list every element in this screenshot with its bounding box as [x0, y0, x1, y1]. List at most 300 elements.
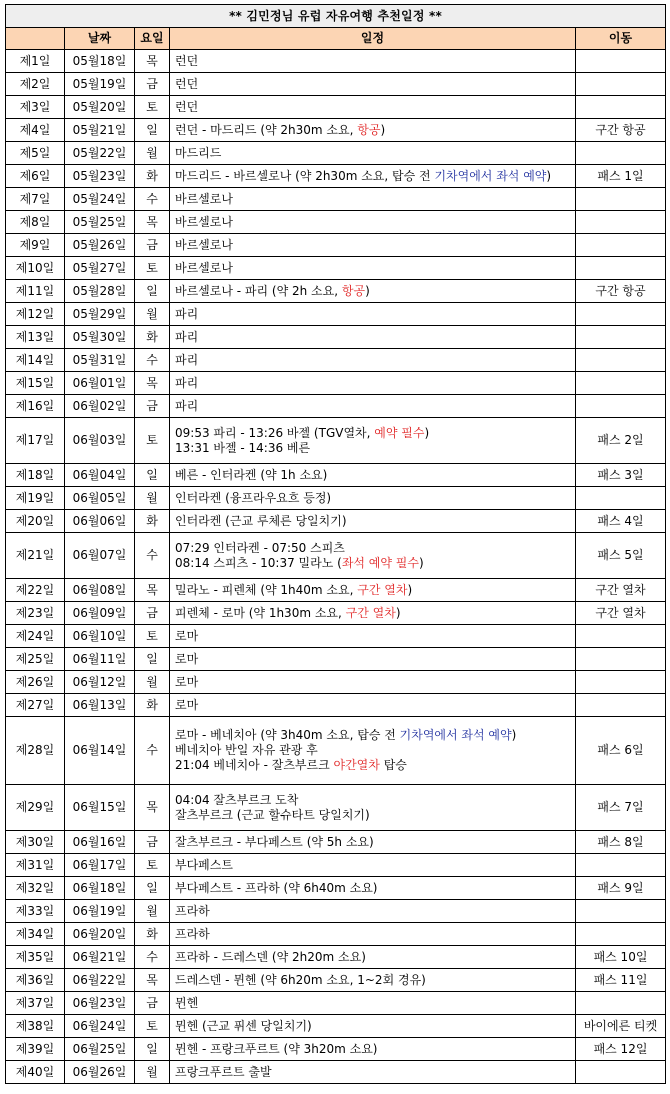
weekday-cell: 금: [135, 831, 170, 854]
date-cell: 06월19일: [65, 900, 135, 923]
itinerary-row: [6, 579, 666, 602]
schedule-cell: [170, 923, 576, 946]
schedule-line: [175, 793, 571, 808]
schedule-cell: [170, 464, 576, 487]
day-number: 제34일: [6, 923, 65, 946]
schedule-line: [175, 675, 571, 690]
date-cell: 05월25일: [65, 211, 135, 234]
schedule-text: 09:53 파리 - 13:26 바젤 (TGV열차,: [175, 425, 375, 440]
schedule-cell: [170, 418, 576, 464]
schedule-text: 마드리드: [175, 145, 222, 160]
date-cell: 06월20일: [65, 923, 135, 946]
day-number: 제8일: [6, 211, 65, 234]
day-number: 제11일: [6, 280, 65, 303]
date-cell: 05월20일: [65, 96, 135, 119]
schedule-text: 07:29 인터라켄 - 07:50 스피츠: [175, 540, 345, 555]
move-cell: [576, 349, 666, 372]
day-number: 제10일: [6, 257, 65, 280]
move-cell: 패스 6일: [576, 717, 666, 785]
schedule-line: [175, 238, 571, 253]
date-cell: 05월21일: [65, 119, 135, 142]
move-cell: [576, 694, 666, 717]
schedule-cell: [170, 142, 576, 165]
schedule-line: [175, 758, 571, 773]
itinerary-row: [6, 372, 666, 395]
day-number: 제22일: [6, 579, 65, 602]
schedule-line: [175, 808, 571, 823]
itinerary-table: [5, 4, 666, 1084]
weekday-cell: 토: [135, 625, 170, 648]
itinerary-row: [6, 234, 666, 257]
schedule-text: 로마: [175, 651, 199, 666]
schedule-text: 베네치아 반일 자유 관광 후: [175, 743, 318, 757]
day-number: 제28일: [6, 717, 65, 785]
move-cell: 구간 항공: [576, 119, 666, 142]
day-number: 제29일: [6, 785, 65, 831]
itinerary-row: [6, 625, 666, 648]
move-cell: [576, 50, 666, 73]
weekday-cell: 일: [135, 280, 170, 303]
move-cell: [576, 142, 666, 165]
date-cell: 06월03일: [65, 418, 135, 464]
date-cell: 05월26일: [65, 234, 135, 257]
move-cell: 구간 항공: [576, 280, 666, 303]
weekday-cell: 토: [135, 854, 170, 877]
itinerary-row: [6, 900, 666, 923]
schedule-cell: [170, 694, 576, 717]
itinerary-row: [6, 418, 666, 464]
weekday-cell: 토: [135, 1015, 170, 1038]
schedule-text: 파리: [175, 398, 199, 413]
itinerary-row: [6, 1038, 666, 1061]
day-number: 제36일: [6, 969, 65, 992]
schedule-line: [175, 881, 571, 896]
day-number: 제25일: [6, 648, 65, 671]
weekday-cell: 수: [135, 533, 170, 579]
itinerary-row: [6, 487, 666, 510]
schedule-text: 21:04 베네치아 - 잘츠부르크: [175, 758, 334, 772]
schedule-text: 바르셀로나: [175, 237, 233, 252]
schedule-line: [175, 399, 571, 414]
move-cell: [576, 671, 666, 694]
date-cell: 06월13일: [65, 694, 135, 717]
move-cell: 패스 5일: [576, 533, 666, 579]
schedule-text: 인터라켄 (근교 루체른 당일치기): [175, 513, 347, 528]
schedule-highlight: 좌석 예약 필수: [341, 555, 419, 570]
weekday-cell: 수: [135, 717, 170, 785]
move-cell: [576, 395, 666, 418]
schedule-text: 바르셀로나: [175, 214, 233, 229]
schedule-line: [175, 376, 571, 391]
schedule-cell: [170, 969, 576, 992]
weekday-cell: 목: [135, 372, 170, 395]
schedule-text: ): [546, 168, 552, 183]
schedule-line: [175, 858, 571, 873]
schedule-line: [175, 491, 571, 506]
date-cell: 06월06일: [65, 510, 135, 533]
itinerary-row: [6, 946, 666, 969]
itinerary-sheet: [5, 4, 665, 1084]
schedule-text: 프랑크푸르트 출발: [175, 1064, 272, 1079]
schedule-cell: [170, 854, 576, 877]
schedule-cell: [170, 50, 576, 73]
schedule-cell: [170, 877, 576, 900]
date-cell: 05월31일: [65, 349, 135, 372]
weekday-cell: 토: [135, 257, 170, 280]
move-cell: [576, 992, 666, 1015]
header-day: [6, 28, 65, 50]
schedule-cell: [170, 257, 576, 280]
weekday-cell: 금: [135, 602, 170, 625]
date-cell: 06월04일: [65, 464, 135, 487]
day-number: 제39일: [6, 1038, 65, 1061]
schedule-cell: [170, 395, 576, 418]
schedule-line: [175, 192, 571, 207]
schedule-text: ): [511, 728, 517, 742]
date-cell: 06월01일: [65, 372, 135, 395]
weekday-cell: 토: [135, 96, 170, 119]
weekday-cell: 금: [135, 73, 170, 96]
schedule-text: 베른 - 인터라켄 (약 1h 소요): [175, 467, 328, 482]
schedule-cell: [170, 946, 576, 969]
schedule-text: 로마: [175, 628, 199, 643]
date-cell: 06월08일: [65, 579, 135, 602]
itinerary-row: [6, 923, 666, 946]
date-cell: 06월09일: [65, 602, 135, 625]
move-cell: [576, 854, 666, 877]
weekday-cell: 일: [135, 877, 170, 900]
schedule-text: 로마: [175, 674, 199, 689]
schedule-text: 인터라켄 (융프라우요흐 등정): [175, 490, 332, 505]
schedule-text: ): [419, 555, 424, 570]
day-number: 제13일: [6, 326, 65, 349]
schedule-line: [175, 583, 571, 598]
day-number: 제32일: [6, 877, 65, 900]
weekday-cell: 화: [135, 510, 170, 533]
schedule-cell: [170, 326, 576, 349]
schedule-line: [175, 307, 571, 322]
schedule-cell: [170, 717, 576, 785]
schedule-line: [175, 146, 571, 161]
day-number: 제37일: [6, 992, 65, 1015]
weekday-cell: 화: [135, 694, 170, 717]
day-number: 제20일: [6, 510, 65, 533]
date-cell: 06월11일: [65, 648, 135, 671]
schedule-highlight: 예약 필수: [374, 425, 425, 440]
date-cell: 05월24일: [65, 188, 135, 211]
day-number: 제7일: [6, 188, 65, 211]
schedule-text: 부다페스트 - 프라하 (약 6h40m 소요): [175, 880, 378, 895]
day-number: 제6일: [6, 165, 65, 188]
schedule-line: [175, 514, 571, 529]
day-number: 제19일: [6, 487, 65, 510]
move-cell: [576, 188, 666, 211]
schedule-line: [175, 261, 571, 276]
sheet-title: ** 김민정님 유럽 자유여행 추천일정 **: [6, 5, 666, 28]
itinerary-row: [6, 969, 666, 992]
schedule-text: 뮌헨 - 프랑크푸르트 (약 3h20m 소요): [175, 1041, 378, 1056]
schedule-cell: [170, 96, 576, 119]
schedule-cell: [170, 1061, 576, 1084]
date-cell: 06월23일: [65, 992, 135, 1015]
day-number: 제33일: [6, 900, 65, 923]
date-cell: 06월21일: [65, 946, 135, 969]
move-cell: [576, 303, 666, 326]
itinerary-row: [6, 1015, 666, 1038]
date-cell: 06월02일: [65, 395, 135, 418]
schedule-text: 드레스덴 - 뮌헨 (약 6h20m 소요, 1~2회 경유): [175, 972, 426, 987]
schedule-text: 잘츠부르크 (근교 할슈타트 당일치기): [175, 807, 370, 822]
day-number: 제12일: [6, 303, 65, 326]
title-row: [6, 5, 666, 28]
schedule-text: 부다페스트: [175, 857, 233, 872]
schedule-text: 08:14 스피츠 - 10:37 밀라노 (: [175, 555, 342, 570]
schedule-text: 프라하 - 드레스덴 (약 2h20m 소요): [175, 949, 366, 964]
itinerary-row: [6, 992, 666, 1015]
schedule-text: 탑승: [379, 758, 407, 772]
date-cell: 05월23일: [65, 165, 135, 188]
schedule-cell: [170, 579, 576, 602]
day-number: 제15일: [6, 372, 65, 395]
move-cell: 패스 10일: [576, 946, 666, 969]
day-number: 제9일: [6, 234, 65, 257]
schedule-line: [175, 77, 571, 92]
date-cell: 06월14일: [65, 717, 135, 785]
day-number: 제18일: [6, 464, 65, 487]
itinerary-row: [6, 280, 666, 303]
schedule-cell: [170, 487, 576, 510]
move-cell: [576, 1061, 666, 1084]
weekday-cell: 일: [135, 1038, 170, 1061]
schedule-cell: [170, 1015, 576, 1038]
weekday-cell: 월: [135, 487, 170, 510]
move-cell: [576, 96, 666, 119]
day-number: 제14일: [6, 349, 65, 372]
move-cell: [576, 372, 666, 395]
weekday-cell: 화: [135, 326, 170, 349]
schedule-line: [175, 698, 571, 713]
schedule-line: [175, 728, 571, 743]
schedule-text: 밀라노 - 피렌체 (약 1h40m 소요,: [175, 582, 358, 597]
schedule-highlight: 기차역에서 좌석 예약: [434, 168, 547, 183]
schedule-cell: [170, 165, 576, 188]
schedule-text: 파리: [175, 375, 199, 390]
weekday-cell: 토: [135, 418, 170, 464]
schedule-line: [175, 927, 571, 942]
schedule-text: 런던: [175, 99, 199, 114]
schedule-line: [175, 215, 571, 230]
move-cell: 패스 3일: [576, 464, 666, 487]
header-row: [6, 28, 666, 50]
weekday-cell: 수: [135, 349, 170, 372]
day-number: 제1일: [6, 50, 65, 73]
schedule-highlight: 구간 열차: [345, 605, 396, 620]
schedule-text: 프라하: [175, 903, 210, 918]
schedule-line: [175, 169, 571, 184]
schedule-text: 바르셀로나: [175, 260, 233, 275]
itinerary-row: [6, 831, 666, 854]
day-number: 제27일: [6, 694, 65, 717]
itinerary-row: [6, 96, 666, 119]
schedule-line: [175, 1065, 571, 1080]
itinerary-row: [6, 510, 666, 533]
date-cell: 05월19일: [65, 73, 135, 96]
itinerary-row: [6, 854, 666, 877]
itinerary-row: [6, 142, 666, 165]
schedule-cell: [170, 785, 576, 831]
itinerary-row: [6, 395, 666, 418]
move-cell: 패스 11일: [576, 969, 666, 992]
schedule-cell: [170, 280, 576, 303]
schedule-text: 파리: [175, 352, 199, 367]
itinerary-row: [6, 533, 666, 579]
schedule-highlight: 기차역에서 좌석 예약: [399, 728, 512, 742]
schedule-text: 마드리드 - 바르셀로나 (약 2h30m 소요, 탑승 전: [175, 168, 435, 183]
weekday-cell: 일: [135, 464, 170, 487]
schedule-line: [175, 556, 571, 571]
day-number: 제2일: [6, 73, 65, 96]
weekday-cell: 목: [135, 785, 170, 831]
header-weekday: 요일: [135, 28, 170, 50]
move-cell: 패스 9일: [576, 877, 666, 900]
schedule-text: 런던 - 마드리드 (약 2h30m 소요,: [175, 122, 358, 137]
schedule-cell: [170, 119, 576, 142]
schedule-highlight: 항공: [341, 283, 366, 298]
move-cell: 패스 7일: [576, 785, 666, 831]
day-number: 제40일: [6, 1061, 65, 1084]
itinerary-row: [6, 1061, 666, 1084]
schedule-text: 13:31 바젤 - 14:36 베른: [175, 440, 311, 455]
weekday-cell: 목: [135, 211, 170, 234]
schedule-cell: [170, 303, 576, 326]
day-number: 제21일: [6, 533, 65, 579]
schedule-text: 피렌체 - 로마 (약 1h30m 소요,: [175, 605, 346, 620]
schedule-line: [175, 426, 571, 441]
weekday-cell: 월: [135, 142, 170, 165]
date-cell: 05월18일: [65, 50, 135, 73]
schedule-text: 잘츠부르크 - 부다페스트 (약 5h 소요): [175, 834, 374, 849]
schedule-cell: [170, 648, 576, 671]
schedule-line: [175, 1042, 571, 1057]
weekday-cell: 금: [135, 395, 170, 418]
schedule-text: ): [380, 122, 386, 137]
schedule-line: [175, 54, 571, 69]
day-number: 제31일: [6, 854, 65, 877]
schedule-line: [175, 123, 571, 138]
date-cell: 06월16일: [65, 831, 135, 854]
itinerary-row: [6, 671, 666, 694]
header-schedule: 일정: [170, 28, 576, 50]
schedule-line: [175, 606, 571, 621]
schedule-text: ): [395, 605, 401, 620]
schedule-text: 로마 - 베네치아 (약 3h40m 소요, 탑승 전: [175, 728, 400, 742]
day-number: 제17일: [6, 418, 65, 464]
schedule-text: 파리: [175, 329, 199, 344]
date-cell: 06월24일: [65, 1015, 135, 1038]
day-rows: [6, 50, 666, 1084]
move-cell: [576, 900, 666, 923]
schedule-line: [175, 330, 571, 345]
itinerary-row: [6, 73, 666, 96]
day-number: 제26일: [6, 671, 65, 694]
day-number: 제23일: [6, 602, 65, 625]
date-cell: 06월07일: [65, 533, 135, 579]
schedule-line: [175, 743, 571, 758]
day-number: 제4일: [6, 119, 65, 142]
schedule-cell: [170, 211, 576, 234]
schedule-highlight: 항공: [357, 122, 381, 137]
date-cell: 06월10일: [65, 625, 135, 648]
itinerary-row: [6, 349, 666, 372]
schedule-cell: [170, 510, 576, 533]
move-cell: [576, 234, 666, 257]
schedule-cell: [170, 831, 576, 854]
day-number: 제30일: [6, 831, 65, 854]
schedule-cell: [170, 900, 576, 923]
move-cell: 패스 8일: [576, 831, 666, 854]
schedule-line: [175, 835, 571, 850]
schedule-text: 로마: [175, 697, 199, 712]
schedule-line: [175, 629, 571, 644]
itinerary-row: [6, 165, 666, 188]
itinerary-row: [6, 648, 666, 671]
weekday-cell: 목: [135, 969, 170, 992]
schedule-text: 파리: [175, 306, 199, 321]
weekday-cell: 월: [135, 1061, 170, 1084]
move-cell: [576, 211, 666, 234]
day-number: 제35일: [6, 946, 65, 969]
itinerary-row: [6, 602, 666, 625]
weekday-cell: 일: [135, 119, 170, 142]
schedule-line: [175, 441, 571, 456]
day-number: 제3일: [6, 96, 65, 119]
schedule-line: [175, 996, 571, 1011]
day-number: 제24일: [6, 625, 65, 648]
date-cell: 05월30일: [65, 326, 135, 349]
schedule-cell: [170, 533, 576, 579]
schedule-text: 바르셀로나: [175, 191, 233, 206]
schedule-text: ): [365, 283, 370, 298]
itinerary-row: [6, 119, 666, 142]
move-cell: 패스 4일: [576, 510, 666, 533]
itinerary-row: [6, 717, 666, 785]
day-number: 제38일: [6, 1015, 65, 1038]
schedule-line: [175, 468, 571, 483]
itinerary-row: [6, 326, 666, 349]
date-cell: 06월26일: [65, 1061, 135, 1084]
schedule-cell: [170, 602, 576, 625]
itinerary-row: [6, 188, 666, 211]
schedule-highlight: 야간열차: [333, 758, 380, 772]
schedule-text: ): [407, 582, 413, 597]
day-number: 제16일: [6, 395, 65, 418]
header-move: 이동: [576, 28, 666, 50]
move-cell: 패스 2일: [576, 418, 666, 464]
date-cell: 06월17일: [65, 854, 135, 877]
schedule-cell: [170, 625, 576, 648]
move-cell: [576, 73, 666, 96]
schedule-line: [175, 904, 571, 919]
move-cell: [576, 648, 666, 671]
schedule-text: 바르셀로나 - 파리 (약 2h 소요,: [175, 283, 342, 298]
date-cell: 06월12일: [65, 671, 135, 694]
schedule-cell: [170, 349, 576, 372]
schedule-text: 프라하: [175, 926, 210, 941]
schedule-cell: [170, 992, 576, 1015]
itinerary-row: [6, 785, 666, 831]
schedule-text: 뮌헨 (근교 퓌센 당일치기): [175, 1018, 312, 1033]
schedule-cell: [170, 234, 576, 257]
